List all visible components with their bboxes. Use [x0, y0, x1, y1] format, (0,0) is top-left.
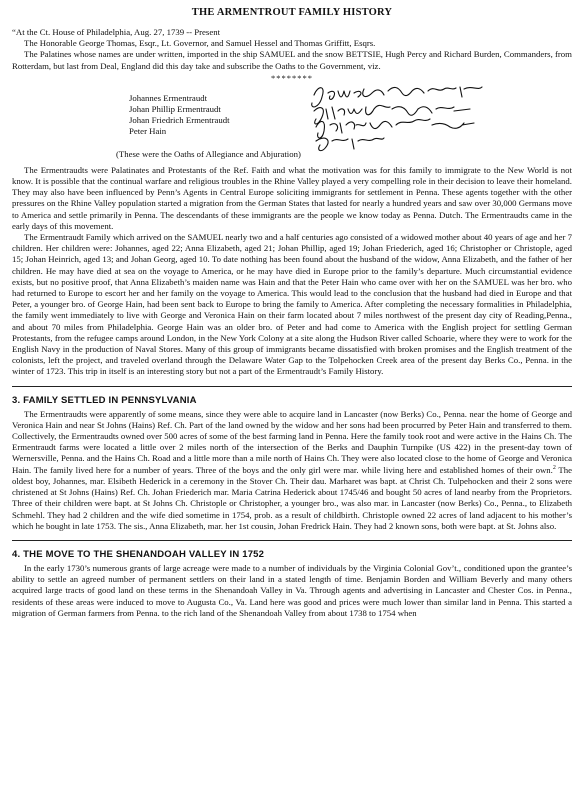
section-3-text-a: The Ermentraudts were apparently of some means, since they were able to acquire land in Lancaster (now Berks) Co., Penna. near the home of George and Veronica Hain and near St Johns (Hains) Ref. Ch. Part of the land owned by the widow and her sons had been procurred by Peter Hain and transferred to them. Collectively, the Ermentraudts owned over 500 acres of some of the best farming land in Penna. Here the family took root and were active in the Hains Ch. The Ermentraudt farms were located a little over 2 miles north of the intersection of the Berks and Dauphin Turnpike (US 422) in the present-day town of Wernersville, Penna. and the Hains Ch. Road and a little more than a mile north of Hains Ch. They were also located close to the home of George and Veronica Hain. The family lived here for a number of years. Three of the boys and the only girl were mar. while living here and established homes of their own. — [12, 408, 572, 475]
immigrant-name: Johannes Ermentraudt — [129, 92, 207, 103]
section-4-paragraph: In the early 1730’s numerous grants of large acreage were made to a number of individuals by the Virginia Colonial Gov’t., conditioned upon the grantee’s ability to settle an agreed number of permanent settlers on their land in a stated length of time. Benjamin Borden and William Beverly and many others acquired large tracts of good land on these terms in the Shenandoah Valley in Va. Through agents and advertising in Lancaster and Chester Cos. in Penna., residents of these areas were induced to move to Augusta Co., Va. Land here was good and prices were much lower than similar land in Penna. This started a migration of German farmers from Penna. to the rich land of the Shenandoah Valley from about 1738 to 1754 when — [12, 562, 572, 618]
section-3-text-b: The oldest boy, Johannes, mar. Elsibeth Hederick in a ceremony in the Stover Ch. Their dau. Marharet was bapt. at Christ Ch. Tulpehocken and their 2 sons were christened at St Johns (Hains) Ref. Ch. Johan Friederich mar. Maria Catrina Hederick about 1745/46 and bought 50 acres of land nearby from the Proprietors. Three of their children were bapt. at St Johns Ch. Christople or Christopher, a younger bro., was also mar. in Lancaster (now Berks) Co., Penna., to Elizabeth Schmehl. They had 2 children and the wife died sometime in 1754, prob. as a result of childbirth. Christople owned 22 acres of land adjacent to his mother’s which he bought in late 1753. The sis., Anna Elizabeth, mar. her 1st cousin, Johan Fredrick Hain. They had 2 known sons, both were bapt. at St. Johns also. — [12, 464, 572, 531]
body-paragraph-1: The Ermentraudts were Palatinates and Protestants of the Ref. Faith and what the motivation was for this family to immigrate to the New World is not know. It is possible that the continual warfare and religious troubles in the Rhine Valley played a very compelling role in their decision to leave their homeland. They may also have been influenced by Penn’s Agents in Central Europe soliciting immigrants for settlement in Penna. These agents together with the other pressures on the Rhine Valley population started a migration from the German States that lasted for nearly a hundred years and saw over 30,000 Germans move to America and settle primarily in Penna. The descendants of these immigrants are the people we know today as Penna. Dutch. The Ermentraudts came in the early days of this movement. — [12, 164, 572, 231]
immigrant-names-list — [129, 93, 230, 138]
immigrant-name: Johan Friedrich Ermentraudt — [129, 115, 230, 126]
page-title: THE ARMENTROUT FAMILY HISTORY — [191, 7, 393, 18]
immigrant-name: Peter Hain — [129, 126, 167, 137]
handwritten-signatures-image — [304, 81, 494, 161]
immigrant-name: Johan Phillip Ermentraudt — [129, 104, 221, 115]
palatines-paragraph: The Palatines whose names are under written, imported in the ship SAMUEL and the snow BETTSIE, Hugh Percy and Richard Burden, Commanders, from Rotterdam, but last from Deal, England did this day take and subscribe the Oaths to the Government, viz. — [12, 49, 572, 71]
oath-signatures-block — [12, 83, 572, 165]
section-separator — [12, 540, 572, 541]
court-line: “At the Ct. House of Philadelphia, Aug. 27, 1739 -- Present — [12, 27, 221, 37]
section-divider-stars: ******** — [271, 72, 313, 83]
section-separator — [12, 386, 572, 387]
section-3-heading: 3. FAMILY SETTLED IN PENNSYLVANIA — [12, 394, 197, 406]
section-4-heading: 4. THE MOVE TO THE SHENANDOAH VALLEY IN 1752 — [12, 548, 265, 560]
footnote-marker: 2 — [552, 464, 556, 471]
section-3-paragraph — [12, 409, 572, 532]
oath-caption: (These were the Oaths of Allegiance and Abjuration) — [116, 148, 301, 159]
body-paragraph-2: The Ermentraudt Family which arrived on the SAMUEL nearly two and a half centuries ago consisted of a widowed mother about 40 years of age and her 7 children. Her children were: Johannes, aged 22; Anna Elizabeth, aged 21; Johan Phillip, aged 19; Johan Friederich, aged 16; Christopher or Christople, aged 15; Johan Heinrich, aged 13; and Johan Georg, aged 10. To date nothing has been found about the husband of the widow, Anna Elizabeth, and the father of her children. He may have died at sea on the voyage to America, or he may have died in Europe prior to the family’s departure. Much circumstantial evidence exists, but no positive proof, that Anna Elizabeth’s maiden name was Hain and that the Peter Hain who came over with her on the SAMUEL was her bro. who had returned to Europe to escort her and her family on the voyage to America. This would lead to the conclusion that the husband had died in Europe and that Peter, a younger bro. of George Hain, had been sent back to Europe to bring the family to America. After completing the necessary formalities in Philadelphia, the family went immediately to live with George and Veronica Hain on their farm located about 7 miles northwest of the present day city of Reading,Penna., and about 70 miles from Philadelphia. George Hain was an older bro. of Peter and had come to America with the English project for settling German Protestants, from the refugee camps around London, in the New York Colony at a site along the Hudson River called Schoarie, where they were to work for the English Navy in the production of Naval Stores. Many of this group of immigrants became dissatisfied with broken promises and the English treatment of the colonists, left the project, and traveled overland through the Delaware Water Gap to the Tolpehocken Creek area of the present day Berks Co., Penna. in the winter of 1723. This trip in itself is an interesting story but not a part of the Ermentraudt’s Family History. — [12, 232, 572, 377]
officials-line: The Honorable George Thomas, Esqr., Lt. Governor, and Samuel Hessel and Thomas Griffitt, Esqrs. — [24, 38, 376, 49]
